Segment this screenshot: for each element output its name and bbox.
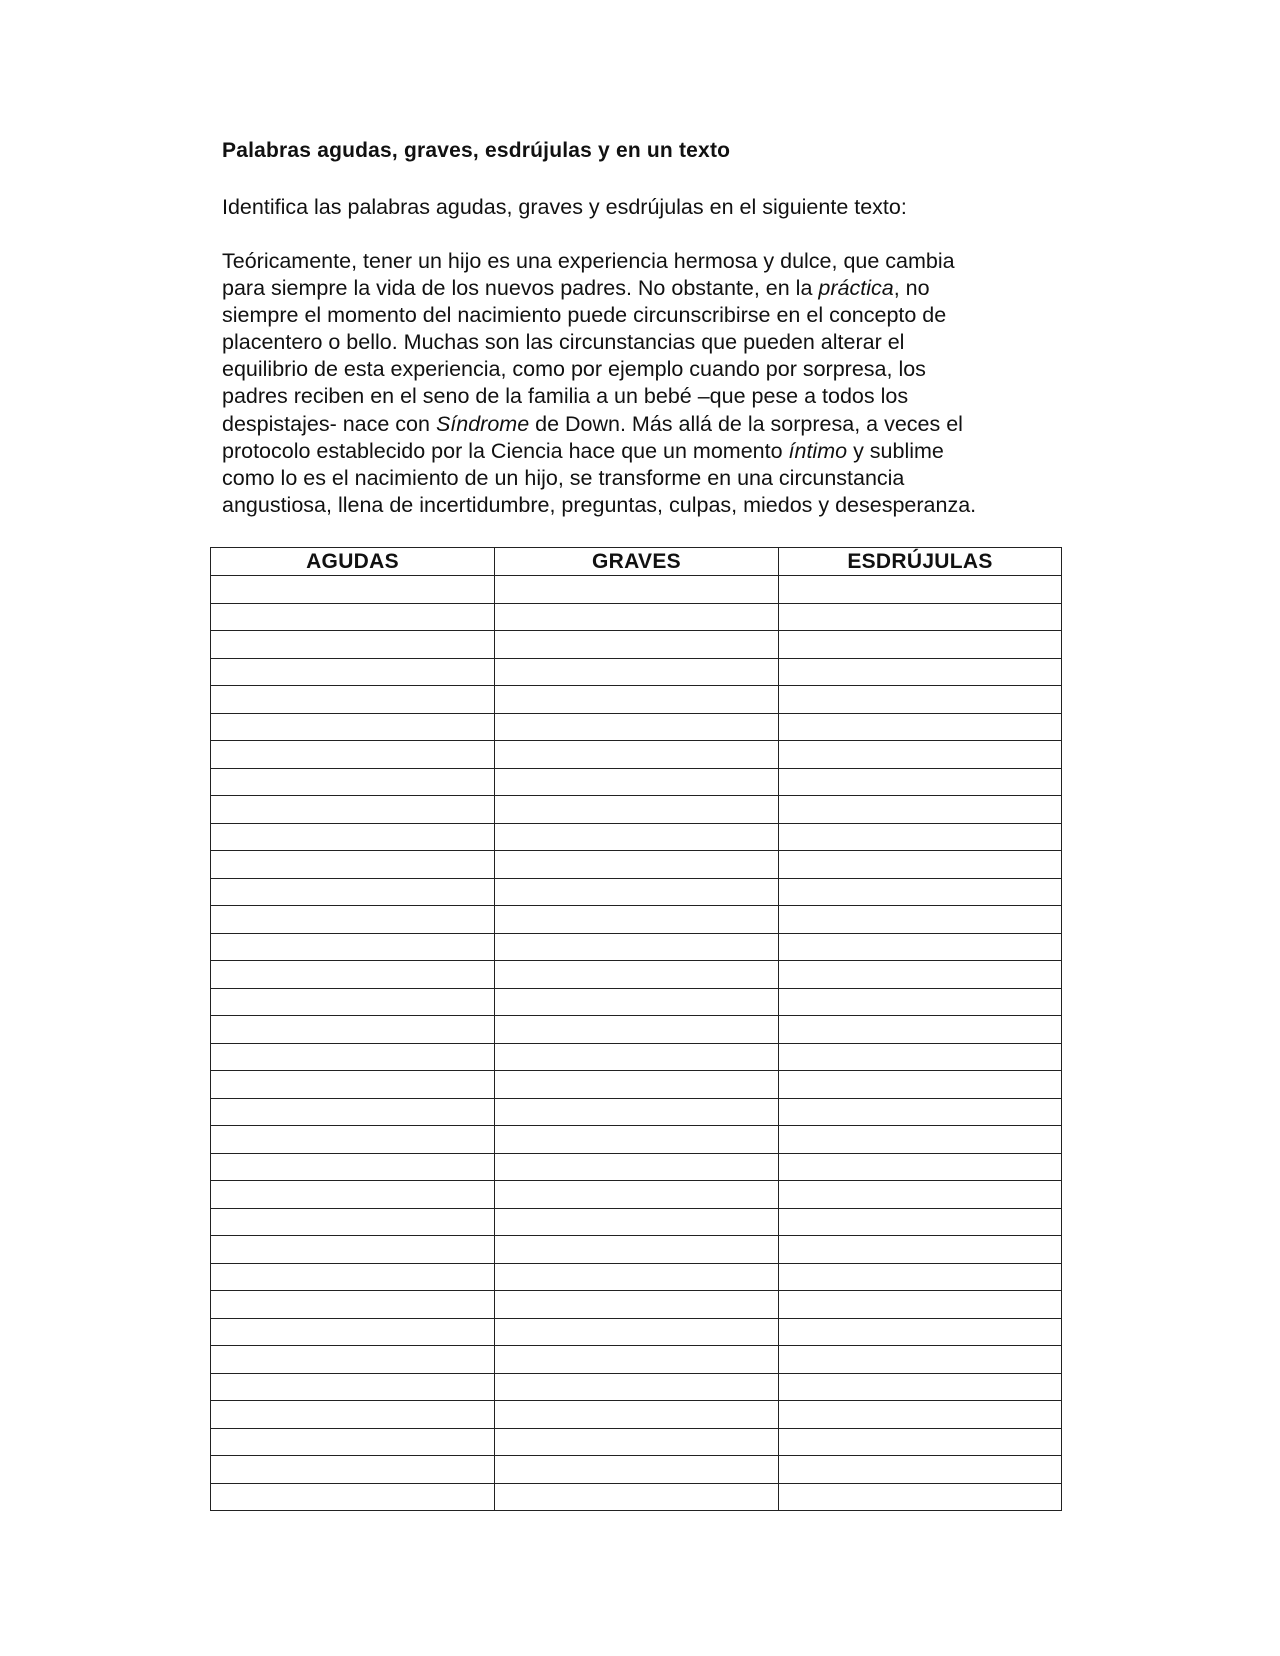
- table-row: [211, 878, 1062, 906]
- table-cell-agudas[interactable]: [211, 741, 495, 769]
- table-cell-graves[interactable]: [495, 1208, 779, 1236]
- italic-word: práctica: [818, 276, 894, 301]
- table-row: [211, 741, 1062, 769]
- table-cell-graves[interactable]: [495, 1456, 779, 1484]
- table-row: [211, 988, 1062, 1016]
- table-cell-graves[interactable]: [495, 631, 779, 659]
- paragraph-line: [222, 383, 1102, 410]
- paragraph-line: [222, 275, 1102, 302]
- table-cell-graves[interactable]: [495, 1373, 779, 1401]
- table-cell-esdrujulas[interactable]: [779, 1263, 1062, 1291]
- table-row: [211, 576, 1062, 604]
- table-cell-esdrujulas[interactable]: [779, 878, 1062, 906]
- table-cell-agudas[interactable]: [211, 796, 495, 824]
- table-cell-agudas[interactable]: [211, 686, 495, 714]
- table-row: [211, 933, 1062, 961]
- table-cell-esdrujulas[interactable]: [779, 1071, 1062, 1099]
- table-row: [211, 1208, 1062, 1236]
- text-segment: protocolo establecido por la Ciencia hace que un momento: [222, 438, 789, 463]
- table-row: [211, 1346, 1062, 1374]
- table-row: [211, 796, 1062, 824]
- table-cell-esdrujulas[interactable]: [779, 1373, 1062, 1401]
- table-cell-esdrujulas[interactable]: [779, 1318, 1062, 1346]
- table-cell-agudas[interactable]: [211, 1483, 495, 1511]
- table-cell-esdrujulas[interactable]: [779, 1483, 1062, 1511]
- table-row: [211, 1043, 1062, 1071]
- table-row: [211, 823, 1062, 851]
- table-cell-graves[interactable]: [495, 713, 779, 741]
- table-cell-graves[interactable]: [495, 1071, 779, 1099]
- table-cell-esdrujulas[interactable]: [779, 1236, 1062, 1264]
- table-cell-agudas[interactable]: [211, 1428, 495, 1456]
- table-cell-esdrujulas[interactable]: [779, 1181, 1062, 1209]
- table-cell-agudas[interactable]: [211, 988, 495, 1016]
- paragraph-line: [222, 356, 1102, 383]
- table-cell-esdrujulas[interactable]: [779, 631, 1062, 659]
- table-cell-graves[interactable]: [495, 796, 779, 824]
- table-cell-graves[interactable]: [495, 1346, 779, 1374]
- text-segment: despistajes- nace con: [222, 411, 436, 436]
- table-cell-agudas[interactable]: [211, 878, 495, 906]
- table-cell-agudas[interactable]: [211, 1346, 495, 1374]
- table-cell-esdrujulas[interactable]: [779, 1043, 1062, 1071]
- table-cell-agudas[interactable]: [211, 1181, 495, 1209]
- table-cell-agudas[interactable]: [211, 1071, 495, 1099]
- text-segment: angustiosa, llena de incertidumbre, preguntas, culpas, miedos y desesperanza.: [222, 492, 977, 517]
- table-cell-graves[interactable]: [495, 768, 779, 796]
- table-row: [211, 961, 1062, 989]
- table-cell-esdrujulas[interactable]: [779, 1456, 1062, 1484]
- table-cell-esdrujulas[interactable]: [779, 823, 1062, 851]
- table-cell-agudas[interactable]: [211, 1263, 495, 1291]
- table-cell-graves[interactable]: [495, 1098, 779, 1126]
- table-cell-graves[interactable]: [495, 686, 779, 714]
- table-row: [211, 631, 1062, 659]
- table-cell-graves[interactable]: [495, 576, 779, 604]
- table-row: [211, 1016, 1062, 1044]
- table-cell-esdrujulas[interactable]: [779, 1126, 1062, 1154]
- table-cell-graves[interactable]: [495, 603, 779, 631]
- table-cell-graves[interactable]: [495, 851, 779, 879]
- table-cell-esdrujulas[interactable]: [779, 741, 1062, 769]
- table-cell-agudas[interactable]: [211, 631, 495, 659]
- table-row: [211, 658, 1062, 686]
- table-row: [211, 1236, 1062, 1264]
- table-cell-agudas[interactable]: [211, 961, 495, 989]
- text-segment: Teóricamente, tener un hijo es una experiencia hermosa y dulce, que cambia: [222, 249, 955, 273]
- table-cell-agudas[interactable]: [211, 713, 495, 741]
- column-header-agudas: AGUDAS: [211, 548, 495, 576]
- table-cell-agudas[interactable]: [211, 1098, 495, 1126]
- table-cell-graves[interactable]: [495, 1236, 779, 1264]
- table-cell-esdrujulas[interactable]: [779, 713, 1062, 741]
- table-row: [211, 768, 1062, 796]
- table-cell-esdrujulas[interactable]: [779, 906, 1062, 934]
- table-cell-graves[interactable]: [495, 961, 779, 989]
- table-cell-agudas[interactable]: [211, 1318, 495, 1346]
- column-header-graves: GRAVES: [495, 548, 779, 576]
- table-cell-agudas[interactable]: [211, 1456, 495, 1484]
- text-segment: y sublime: [847, 438, 944, 463]
- paragraph-line: [222, 465, 1102, 492]
- text-segment: siempre el momento del nacimiento puede circunscribirse en el concepto de: [222, 303, 947, 328]
- table-cell-graves[interactable]: [495, 1428, 779, 1456]
- table-row: [211, 1401, 1062, 1429]
- table-cell-esdrujulas[interactable]: [779, 576, 1062, 604]
- table-cell-graves[interactable]: [495, 1016, 779, 1044]
- table-cell-graves[interactable]: [495, 1401, 779, 1429]
- table-cell-esdrujulas[interactable]: [779, 796, 1062, 824]
- table-row: [211, 1263, 1062, 1291]
- paragraph-line: [222, 492, 1102, 519]
- table-row: [211, 1291, 1062, 1319]
- table-cell-esdrujulas[interactable]: [779, 851, 1062, 879]
- document-title: Palabras agudas, graves, esdrújulas y en un texto: [222, 139, 731, 162]
- table-row: [211, 1181, 1062, 1209]
- table-cell-graves[interactable]: [495, 933, 779, 961]
- paragraph-line: [222, 248, 1102, 275]
- table-row: [211, 1153, 1062, 1181]
- table-cell-esdrujulas[interactable]: [779, 961, 1062, 989]
- table-cell-esdrujulas[interactable]: [779, 603, 1062, 631]
- table-cell-graves[interactable]: [495, 906, 779, 934]
- table-cell-agudas[interactable]: [211, 1373, 495, 1401]
- paragraph-line: [222, 302, 1102, 329]
- table-cell-agudas[interactable]: [211, 1016, 495, 1044]
- classification-table: [210, 547, 1062, 1511]
- italic-word: Síndrome: [435, 411, 530, 436]
- table-cell-graves[interactable]: [495, 988, 779, 1016]
- table-cell-agudas[interactable]: [211, 906, 495, 934]
- table-cell-agudas[interactable]: [211, 576, 495, 604]
- table-cell-agudas[interactable]: [211, 1043, 495, 1071]
- table-cell-graves[interactable]: [495, 1263, 779, 1291]
- reading-paragraph: [222, 248, 1102, 519]
- instruction-text: Identifica las palabras agudas, graves y esdrújulas en el siguiente texto:: [222, 195, 907, 219]
- table-cell-esdrujulas[interactable]: [779, 988, 1062, 1016]
- italic-word: íntimo: [788, 438, 848, 463]
- table-row: [211, 713, 1062, 741]
- table-row: [211, 1126, 1062, 1154]
- table-cell-esdrujulas[interactable]: [779, 1153, 1062, 1181]
- table-row: [211, 1318, 1062, 1346]
- text-segment: padres reciben en el seno de la familia a un bebé –que pese a todos los: [222, 384, 909, 409]
- table-row: [211, 603, 1062, 631]
- table-cell-graves[interactable]: [495, 1043, 779, 1071]
- table-cell-graves[interactable]: [495, 1318, 779, 1346]
- column-header-esdrujulas: ESDRÚJULAS: [779, 548, 1062, 576]
- table-row: [211, 1428, 1062, 1456]
- table-cell-graves[interactable]: [495, 741, 779, 769]
- table-row: [211, 1373, 1062, 1401]
- table-row: [211, 1483, 1062, 1511]
- table-cell-agudas[interactable]: [211, 933, 495, 961]
- table-row: [211, 906, 1062, 934]
- table-cell-graves[interactable]: [495, 658, 779, 686]
- table-cell-graves[interactable]: [495, 1291, 779, 1319]
- table-row: [211, 1098, 1062, 1126]
- table-cell-agudas[interactable]: [211, 851, 495, 879]
- paragraph-line: [222, 329, 1102, 356]
- table-cell-graves[interactable]: [495, 1153, 779, 1181]
- table-cell-agudas[interactable]: [211, 1126, 495, 1154]
- table-cell-esdrujulas[interactable]: [779, 1401, 1062, 1429]
- text-segment: placentero o bello. Muchas son las circunstancias que pueden alterar el: [222, 330, 905, 355]
- text-segment: , no: [893, 276, 930, 301]
- table-cell-graves[interactable]: [495, 878, 779, 906]
- table-cell-esdrujulas[interactable]: [779, 768, 1062, 796]
- table-cell-agudas[interactable]: [211, 768, 495, 796]
- table-cell-esdrujulas[interactable]: [779, 1098, 1062, 1126]
- table-header-row: [211, 548, 1062, 576]
- table-cell-esdrujulas[interactable]: [779, 686, 1062, 714]
- text-segment: equilibrio de esta experiencia, como por ejemplo cuando por sorpresa, los: [222, 357, 926, 382]
- table-cell-agudas[interactable]: [211, 1401, 495, 1429]
- table-cell-agudas[interactable]: [211, 603, 495, 631]
- table-cell-agudas[interactable]: [211, 823, 495, 851]
- table-cell-esdrujulas[interactable]: [779, 1016, 1062, 1044]
- table-cell-esdrujulas[interactable]: [779, 933, 1062, 961]
- table-row: [211, 1071, 1062, 1099]
- table-cell-graves[interactable]: [495, 1181, 779, 1209]
- table-cell-esdrujulas[interactable]: [779, 1208, 1062, 1236]
- table-cell-graves[interactable]: [495, 1126, 779, 1154]
- text-segment: como lo es el nacimiento de un hijo, se transforme en una circunstancia: [222, 465, 905, 490]
- table-cell-graves[interactable]: [495, 1483, 779, 1511]
- paragraph-line: [222, 411, 1102, 438]
- text-segment: para siempre la vida de los nuevos padres. No obstante, en la: [222, 276, 819, 301]
- table-cell-graves[interactable]: [495, 823, 779, 851]
- table-cell-agudas[interactable]: [211, 1236, 495, 1264]
- table-cell-esdrujulas[interactable]: [779, 1291, 1062, 1319]
- table-row: [211, 686, 1062, 714]
- table-cell-agudas[interactable]: [211, 1208, 495, 1236]
- table-cell-agudas[interactable]: [211, 658, 495, 686]
- text-segment: de Down. Más allá de la sorpresa, a veces el: [529, 411, 963, 436]
- table-row: [211, 1456, 1062, 1484]
- table-cell-esdrujulas[interactable]: [779, 1428, 1062, 1456]
- table-cell-esdrujulas[interactable]: [779, 658, 1062, 686]
- paragraph-line: [222, 438, 1102, 465]
- table-cell-agudas[interactable]: [211, 1291, 495, 1319]
- table-cell-agudas[interactable]: [211, 1153, 495, 1181]
- table-cell-esdrujulas[interactable]: [779, 1346, 1062, 1374]
- table-row: [211, 851, 1062, 879]
